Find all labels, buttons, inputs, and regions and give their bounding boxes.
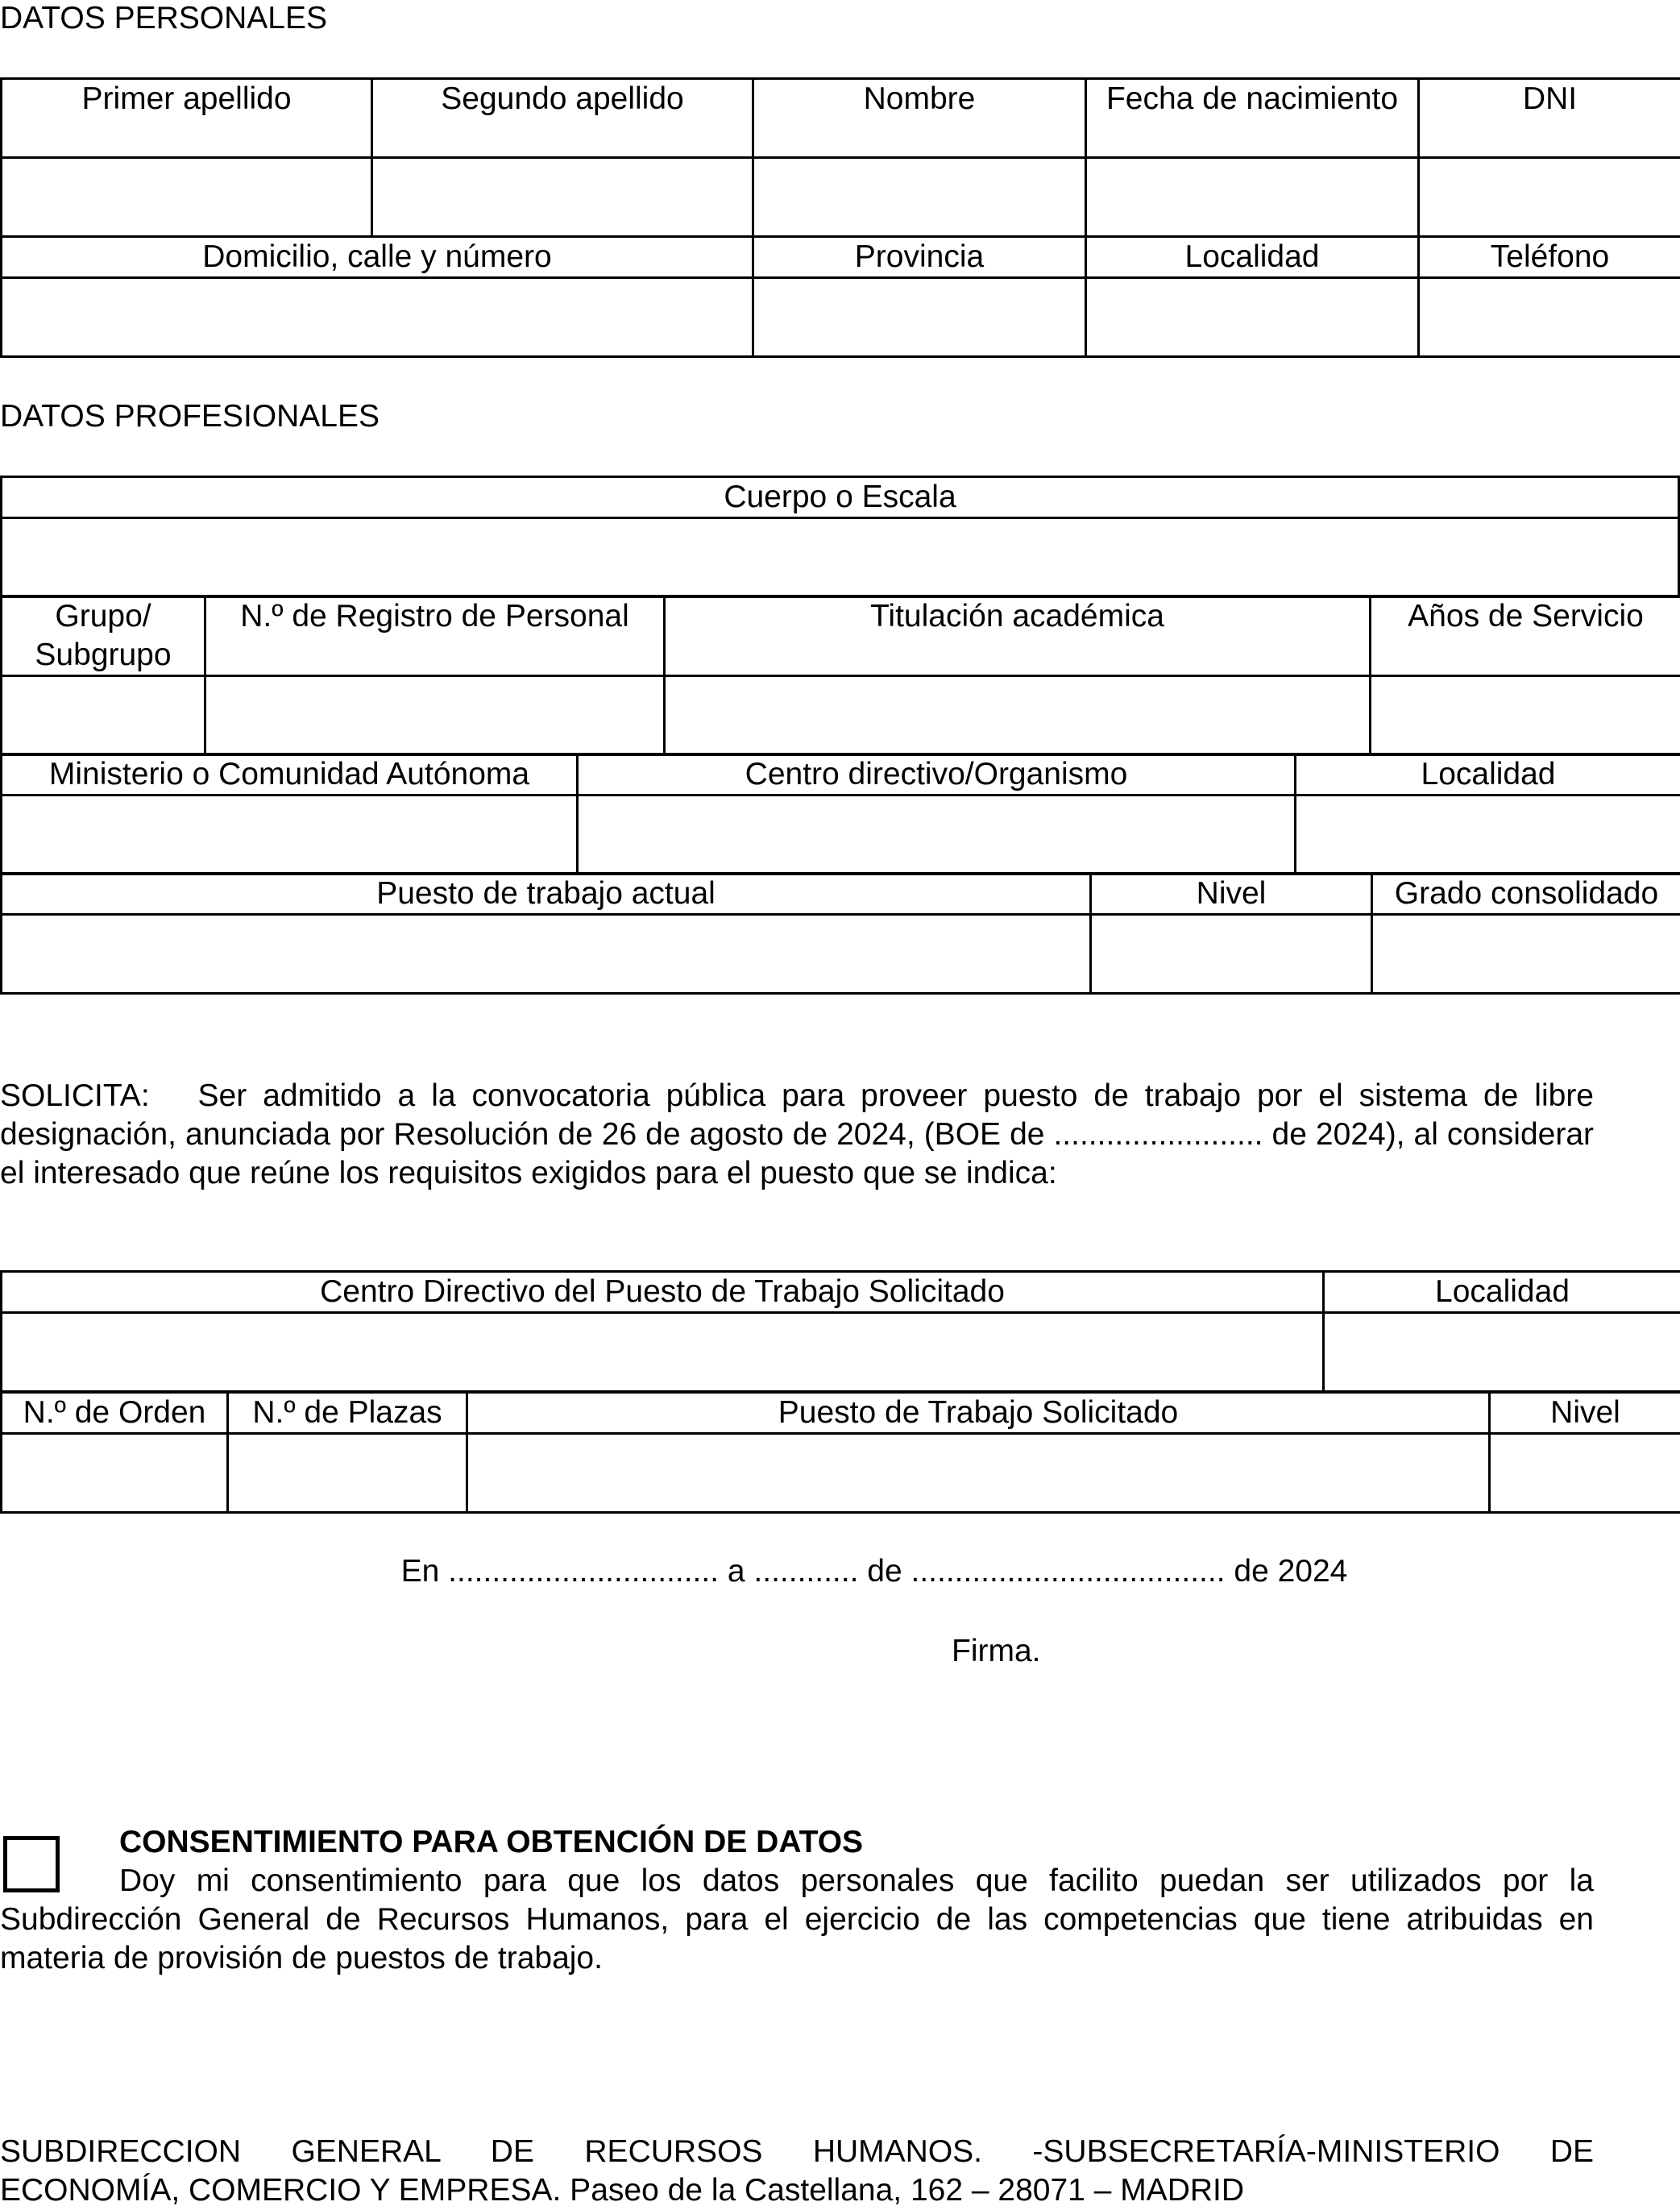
- professional-cuerpo-table: [0, 476, 1680, 598]
- header-grupo-subgrupo: Grupo/ Subgrupo: [2, 596, 205, 676]
- field-localidad[interactable]: [1086, 278, 1419, 357]
- professional-ministerio-table: [0, 753, 1680, 875]
- header-fecha-nacimiento: Fecha de nacimiento: [1086, 79, 1419, 158]
- section-heading-personal: DATOS PERSONALES: [0, 0, 327, 37]
- personal-data-table: [0, 77, 1680, 358]
- header-dni: DNI: [1419, 79, 1680, 158]
- header-provincia: Provincia: [753, 237, 1086, 278]
- field-puesto-solicitado[interactable]: [467, 1434, 1490, 1513]
- header-numero-plazas: N.º de Plazas: [228, 1393, 467, 1434]
- section-heading-professional: DATOS PROFESIONALES: [0, 398, 380, 435]
- requested-centro-table: [0, 1270, 1680, 1393]
- header-puesto-actual: Puesto de trabajo actual: [2, 874, 1091, 915]
- consent-body: Subdirección General de Recursos Humanos, para el ejercicio de las competencias que tiene atribuidas en materia de provisión de puestos de trabajo.: [0, 1901, 1594, 1978]
- header-ministerio: Ministerio o Comunidad Autónoma: [2, 754, 578, 796]
- date-line: En ............................... a ............ de .................................... de 2024: [0, 1554, 1680, 1589]
- field-cuerpo-escala[interactable]: [2, 518, 1679, 597]
- field-numero-plazas[interactable]: [228, 1434, 467, 1513]
- header-anos-servicio: Años de Servicio: [1371, 596, 1680, 676]
- header-grado-consolidado: Grado consolidado: [1372, 874, 1680, 915]
- field-provincia[interactable]: [753, 278, 1086, 357]
- consent-title: CONSENTIMIENTO PARA OBTENCIÓN DE DATOS: [119, 1823, 863, 1862]
- field-primer-apellido[interactable]: [2, 158, 372, 237]
- header-numero-orden: N.º de Orden: [2, 1393, 228, 1434]
- header-nivel-solicitado: Nivel: [1490, 1393, 1680, 1434]
- solicita-paragraph: SOLICITA: Ser admitido a la convocatoria pública para proveer puesto de trabajo por el sistema de libre designación, anunciada por Resolución de 26 de agosto de 2024, (BOE de ........................ de 2024), al considerar el interesado que reúne los requisitos exigidos para el puesto que se indica:: [0, 1077, 1594, 1193]
- field-ministerio[interactable]: [2, 796, 578, 874]
- header-localidad-solicitada: Localidad: [1324, 1272, 1680, 1313]
- header-puesto-solicitado: Puesto de Trabajo Solicitado: [467, 1393, 1490, 1434]
- field-nivel-solicitado[interactable]: [1490, 1434, 1680, 1513]
- field-grupo-subgrupo[interactable]: [2, 676, 205, 755]
- firma-label: Firma.: [952, 1633, 1041, 1670]
- field-nombre[interactable]: [753, 158, 1086, 237]
- consent-checkbox[interactable]: [3, 1836, 60, 1892]
- field-localidad-prof[interactable]: [1296, 796, 1680, 874]
- field-puesto-actual[interactable]: [2, 915, 1091, 994]
- consent-first-line: [119, 1862, 1594, 1901]
- field-anos-servicio[interactable]: [1371, 676, 1680, 755]
- field-titulacion[interactable]: [665, 676, 1371, 755]
- professional-grupo-table: [0, 595, 1680, 756]
- professional-puesto-table: [0, 872, 1680, 995]
- field-nivel-actual[interactable]: [1091, 915, 1372, 994]
- field-telefono[interactable]: [1419, 278, 1680, 357]
- field-dni[interactable]: [1419, 158, 1680, 237]
- field-centro-directivo[interactable]: [578, 796, 1296, 874]
- header-telefono: Teléfono: [1419, 237, 1680, 278]
- header-cuerpo-escala: Cuerpo o Escala: [2, 477, 1679, 518]
- consent-first-line-text: Doy mi consentimiento para que los datos personales que facilito puedan ser utilizados por la: [119, 1862, 1594, 1901]
- field-registro-personal[interactable]: [205, 676, 665, 755]
- field-centro-solicitado[interactable]: [2, 1313, 1324, 1392]
- footer-line-2: ECONOMÍA, COMERCIO Y EMPRESA. Paseo de la Castellana, 162 – 28071 – MADRID: [0, 2171, 1594, 2210]
- field-domicilio[interactable]: [2, 278, 753, 357]
- header-centro-solicitado: Centro Directivo del Puesto de Trabajo Solicitado: [2, 1272, 1324, 1313]
- header-titulacion: Titulación académica: [665, 596, 1371, 676]
- header-nivel-actual: Nivel: [1091, 874, 1372, 915]
- header-primer-apellido: Primer apellido: [2, 79, 372, 158]
- header-localidad: Localidad: [1086, 237, 1419, 278]
- field-localidad-solicitada[interactable]: [1324, 1313, 1680, 1392]
- field-fecha-nacimiento[interactable]: [1086, 158, 1419, 237]
- header-registro-personal: N.º de Registro de Personal: [205, 596, 665, 676]
- requested-puesto-table: [0, 1391, 1680, 1514]
- field-grado-consolidado[interactable]: [1372, 915, 1680, 994]
- header-nombre: Nombre: [753, 79, 1086, 158]
- header-segundo-apellido: Segundo apellido: [372, 79, 753, 158]
- footer-line-1: SUBDIRECCION GENERAL DE RECURSOS HUMANOS. -SUBSECRETARÍA-MINISTERIO DE: [0, 2133, 1594, 2171]
- header-domicilio: Domicilio, calle y número: [2, 237, 753, 278]
- field-segundo-apellido[interactable]: [372, 158, 753, 237]
- header-localidad-prof: Localidad: [1296, 754, 1680, 796]
- header-centro-directivo: Centro directivo/Organismo: [578, 754, 1296, 796]
- field-numero-orden[interactable]: [2, 1434, 228, 1513]
